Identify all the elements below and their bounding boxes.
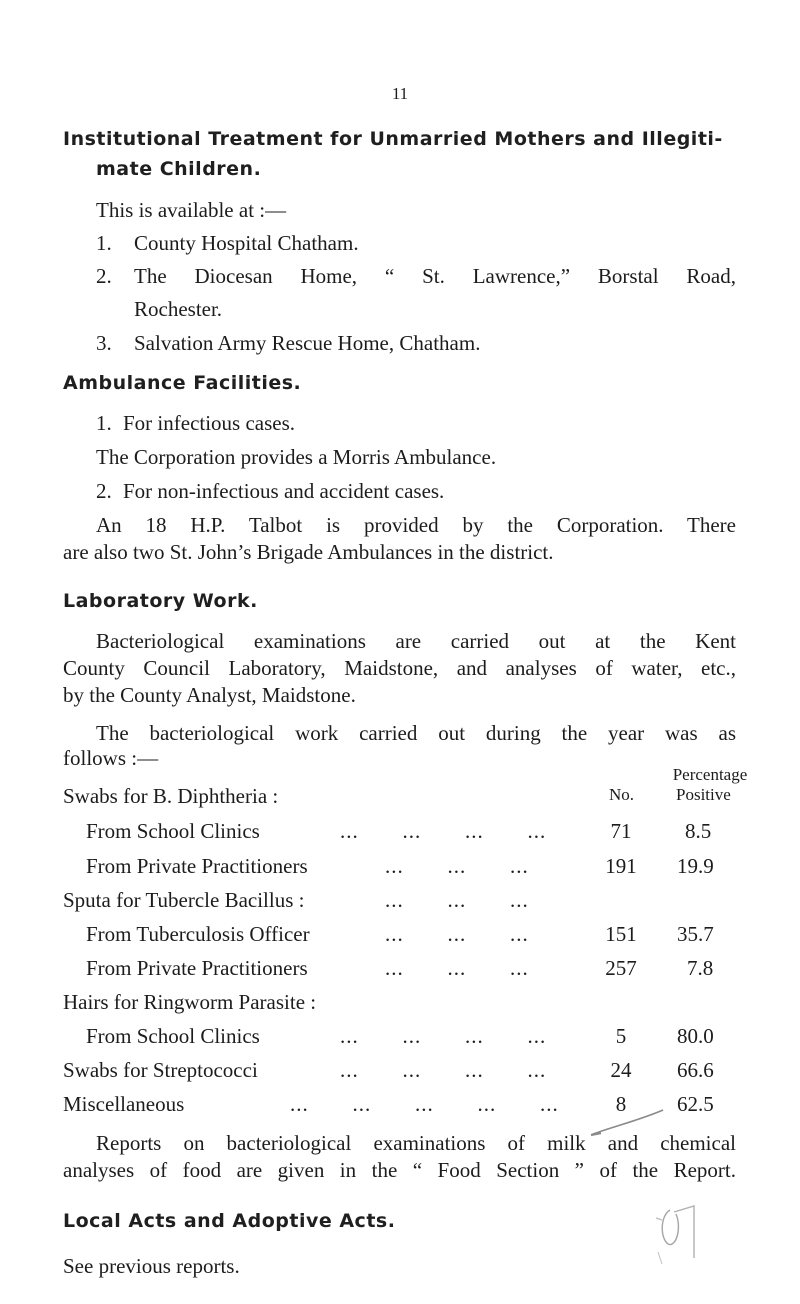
leader-dots: ... ... ... ...	[340, 1024, 547, 1048]
row-number: 71	[610, 819, 632, 843]
ambulance-item2-text-line2: are also two St. John’s Brigade Ambulances in the district.	[63, 540, 554, 564]
leader-dots: ... ... ... ... ...	[290, 1092, 559, 1116]
row-number: 257	[605, 956, 637, 980]
row-label: From School Clinics	[86, 819, 260, 843]
row-label: Miscellaneous	[63, 1092, 185, 1116]
row-percentage: 80.0	[677, 1024, 714, 1048]
table-row	[0, 854, 800, 882]
institutional-intro: This is available at :—	[96, 198, 287, 222]
laboratory-para2-line2: follows :—	[63, 746, 159, 770]
institutional-item1: County Hospital Chatham.	[134, 231, 359, 255]
local-acts-heading: Local Acts and Adoptive Acts.	[63, 1210, 396, 1232]
column-header-no: No.	[609, 785, 635, 804]
row-label: Swabs for Streptococci	[63, 1058, 258, 1082]
row-percentage: 66.6	[677, 1058, 714, 1082]
leader-dots: ... ... ...	[385, 854, 529, 878]
row-percentage: 8.5	[685, 819, 712, 843]
row-number: 24	[610, 1058, 632, 1082]
table-row	[0, 888, 800, 916]
row-number: 5	[615, 1024, 627, 1048]
row-number: 151	[605, 922, 637, 946]
pencil-mark	[650, 1198, 710, 1268]
row-number: 8	[615, 1092, 627, 1116]
table-row	[0, 956, 800, 984]
leader-dots: ... ... ...	[385, 888, 529, 912]
row-label: From Private Practitioners	[86, 854, 308, 878]
row-label: From School Clinics	[86, 1024, 260, 1048]
leader-dots: ... ... ... ...	[340, 819, 547, 843]
row-percentage: 19.9	[677, 854, 714, 878]
institutional-heading-line2: mate Children.	[96, 158, 262, 180]
laboratory-para1-line2: County Council Laboratory, Maidstone, and analyses of water, etc.,	[63, 656, 736, 680]
local-acts-text: See previous reports.	[63, 1254, 240, 1278]
leader-dots: ... ... ...	[385, 956, 529, 980]
column-header-positive: Positive	[676, 785, 731, 804]
institutional-item2-number: 2.	[96, 264, 112, 288]
row-label: Swabs for B. Diphtheria :	[63, 784, 279, 808]
ambulance-item1-text: The Corporation provides a Morris Ambulance.	[96, 445, 497, 469]
ambulance-item2-number: 2.	[96, 479, 112, 503]
laboratory-para1-line3: by the County Analyst, Maidstone.	[63, 683, 356, 707]
table-row	[0, 990, 800, 1018]
row-number: 191	[605, 854, 637, 878]
table-row	[0, 1058, 800, 1086]
row-label: From Private Practitioners	[86, 956, 308, 980]
reports-line2: analyses of food are given in the “ Food Section ” of the Report.	[63, 1158, 736, 1182]
leader-dots: ... ... ... ...	[340, 1058, 547, 1082]
institutional-item3: Salvation Army Rescue Home, Chatham.	[134, 331, 481, 355]
page-number: 11	[391, 84, 409, 103]
column-header-percentage: Percentage	[672, 765, 748, 784]
institutional-item2-line1: The Diocesan Home, “ St. Lawrence,” Borstal Road,	[134, 264, 736, 288]
leader-dots: ... ... ...	[385, 922, 529, 946]
reports-line1: Reports on bacteriological examinations of milk and chemical	[96, 1131, 736, 1155]
institutional-heading-line1: Institutional Treatment for Unmarried Mothers and Illegiti-	[63, 128, 723, 150]
ambulance-item1-number: 1.	[96, 411, 112, 435]
row-label: Hairs for Ringworm Parasite :	[63, 990, 317, 1014]
laboratory-para2-line1: The bacteriological work carried out during the year was as	[96, 721, 736, 745]
row-label: Sputa for Tubercle Bacillus :	[63, 888, 305, 912]
row-label: From Tuberculosis Officer	[86, 922, 310, 946]
institutional-item2-line2: Rochester.	[134, 297, 223, 321]
table-row	[0, 784, 800, 812]
laboratory-heading: Laboratory Work.	[63, 590, 258, 612]
table-row	[0, 922, 800, 950]
row-percentage: 35.7	[677, 922, 714, 946]
institutional-item3-number: 3.	[96, 331, 112, 355]
row-percentage: 62.5	[677, 1092, 714, 1116]
institutional-item1-number: 1.	[96, 231, 112, 255]
ambulance-item1: For infectious cases.	[123, 411, 296, 435]
ambulance-item2-text-line1: An 18 H.P. Talbot is provided by the Corporation. There	[96, 513, 736, 537]
laboratory-para1-line1: Bacteriological examinations are carried out at the Kent	[96, 629, 736, 653]
ambulance-heading: Ambulance Facilities.	[63, 372, 302, 394]
row-percentage: 7.8	[687, 956, 714, 980]
table-row	[0, 819, 800, 847]
ambulance-item2: For non-infectious and accident cases.	[123, 479, 445, 503]
table-row	[0, 1024, 800, 1052]
